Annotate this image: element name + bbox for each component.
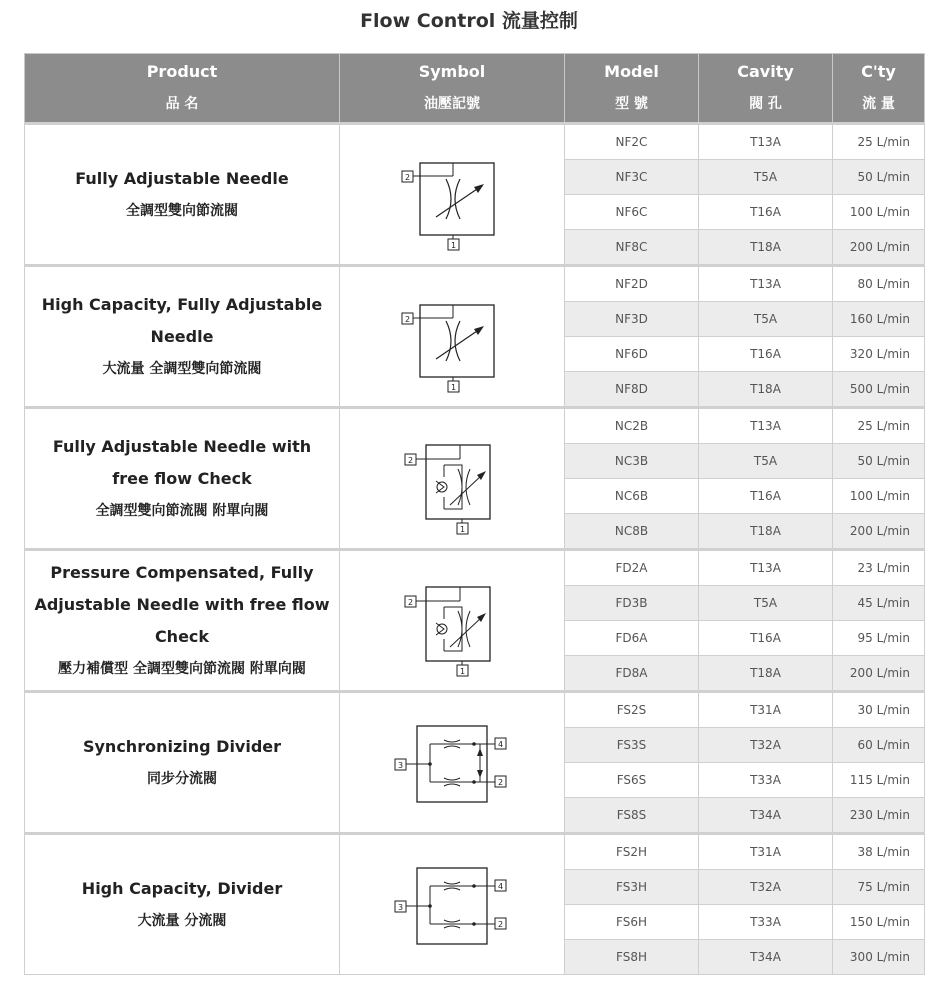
capacity-cell: 23 L/min bbox=[833, 550, 925, 586]
product-name-cell bbox=[25, 124, 340, 266]
cavity-cell: T31A bbox=[699, 692, 833, 728]
capacity-cell: 45 L/min bbox=[833, 586, 925, 621]
capacity-cell: 50 L/min bbox=[833, 444, 925, 479]
model-cell: NC6B bbox=[565, 479, 699, 514]
model-cell: FS2S bbox=[565, 692, 699, 728]
cavity-cell: T18A bbox=[699, 372, 833, 408]
capacity-cell: 75 L/min bbox=[833, 870, 925, 905]
cavity-cell: T18A bbox=[699, 656, 833, 692]
product-name-cn: 全調型雙向節流閥 附單向閥 bbox=[95, 502, 269, 519]
model-cell: FD3B bbox=[565, 586, 699, 621]
capacity-cell: 95 L/min bbox=[833, 621, 925, 656]
cavity-cell: T33A bbox=[699, 763, 833, 798]
symbol-cell bbox=[340, 124, 565, 266]
synchronizing-divider-symbol bbox=[382, 718, 522, 808]
symbol-cell bbox=[340, 692, 565, 834]
svg-text:3: 3 bbox=[397, 760, 404, 770]
cavity-cell: T32A bbox=[699, 870, 833, 905]
model-cell: NC3B bbox=[565, 444, 699, 479]
table-row bbox=[25, 266, 925, 302]
flow-control-table bbox=[24, 53, 925, 975]
model-cell: NF2D bbox=[565, 266, 699, 302]
capacity-cell: 100 L/min bbox=[833, 479, 925, 514]
capacity-cell: 38 L/min bbox=[833, 834, 925, 870]
product-name-cell bbox=[25, 834, 340, 975]
svg-text:1: 1 bbox=[459, 524, 466, 534]
svg-text:2: 2 bbox=[497, 777, 504, 787]
needle-check-valve-symbol bbox=[392, 571, 512, 676]
cavity-cell: T18A bbox=[699, 514, 833, 550]
header-row bbox=[25, 54, 925, 124]
capacity-cell: 200 L/min bbox=[833, 656, 925, 692]
capacity-cell: 100 L/min bbox=[833, 195, 925, 230]
model-cell: NF2C bbox=[565, 124, 699, 160]
cavity-cell: T34A bbox=[699, 798, 833, 834]
product-name-cell bbox=[25, 266, 340, 408]
page-title: Flow Control 流量控制 bbox=[360, 10, 578, 32]
capacity-cell: 200 L/min bbox=[833, 514, 925, 550]
model-cell: NF8C bbox=[565, 230, 699, 266]
product-name-cn: 大流量 全調型雙向節流閥 bbox=[102, 360, 262, 377]
model-cell: FS6H bbox=[565, 905, 699, 940]
cavity-cell: T32A bbox=[699, 728, 833, 763]
model-cell: NC8B bbox=[565, 514, 699, 550]
cavity-cell: T34A bbox=[699, 940, 833, 975]
svg-text:1: 1 bbox=[450, 240, 457, 250]
cavity-cell: T16A bbox=[699, 479, 833, 514]
cavity-cell: T5A bbox=[699, 302, 833, 337]
capacity-cell: 80 L/min bbox=[833, 266, 925, 302]
product-name-en: Synchronizing Divider bbox=[82, 736, 282, 756]
product-name-en: High Capacity, Divider bbox=[81, 878, 283, 898]
product-name-cell bbox=[25, 550, 340, 692]
model-cell: FS3H bbox=[565, 870, 699, 905]
svg-text:4: 4 bbox=[497, 881, 504, 891]
product-name-en: Fully Adjustable Needle with free flow Check bbox=[52, 436, 312, 488]
model-cell: FD2A bbox=[565, 550, 699, 586]
svg-text:3: 3 bbox=[397, 902, 404, 912]
svg-text:2: 2 bbox=[404, 314, 411, 324]
product-name-en: Fully Adjustable Needle bbox=[75, 168, 289, 188]
model-cell: FS3S bbox=[565, 728, 699, 763]
svg-text:2: 2 bbox=[407, 455, 414, 465]
product-name-cn: 全調型雙向節流閥 bbox=[126, 202, 238, 219]
header-product: Product 品 名 bbox=[25, 54, 340, 124]
model-cell: FD6A bbox=[565, 621, 699, 656]
capacity-cell: 320 L/min bbox=[833, 337, 925, 372]
model-cell: FS6S bbox=[565, 763, 699, 798]
svg-text:2: 2 bbox=[497, 919, 504, 929]
product-name-cn: 大流量 分流閥 bbox=[137, 912, 227, 929]
table-row bbox=[25, 124, 925, 160]
product-name-cn: 同步分流閥 bbox=[147, 770, 217, 787]
cavity-cell: T5A bbox=[699, 444, 833, 479]
model-cell: FS8S bbox=[565, 798, 699, 834]
table-row bbox=[25, 834, 925, 870]
needle-check-valve-symbol bbox=[392, 429, 512, 534]
cavity-cell: T18A bbox=[699, 230, 833, 266]
product-name-cell bbox=[25, 408, 340, 550]
header-capacity: C'ty 流 量 bbox=[833, 54, 925, 124]
cavity-cell: T13A bbox=[699, 550, 833, 586]
model-cell: NC2B bbox=[565, 408, 699, 444]
model-cell: FD8A bbox=[565, 656, 699, 692]
model-cell: NF3D bbox=[565, 302, 699, 337]
capacity-cell: 500 L/min bbox=[833, 372, 925, 408]
cavity-cell: T16A bbox=[699, 621, 833, 656]
capacity-cell: 230 L/min bbox=[833, 798, 925, 834]
model-cell: NF3C bbox=[565, 160, 699, 195]
svg-text:1: 1 bbox=[450, 382, 457, 392]
needle-valve-symbol bbox=[392, 287, 512, 392]
capacity-cell: 160 L/min bbox=[833, 302, 925, 337]
capacity-cell: 25 L/min bbox=[833, 408, 925, 444]
divider-symbol bbox=[382, 860, 522, 950]
cavity-cell: T5A bbox=[699, 160, 833, 195]
product-name-en: Pressure Compensated, Fully Adjustable Needle with free flow Check bbox=[34, 562, 330, 646]
svg-text:4: 4 bbox=[497, 739, 504, 749]
svg-text:2: 2 bbox=[404, 172, 411, 182]
model-cell: NF8D bbox=[565, 372, 699, 408]
capacity-cell: 30 L/min bbox=[833, 692, 925, 728]
model-cell: FS2H bbox=[565, 834, 699, 870]
svg-text:1: 1 bbox=[459, 666, 466, 676]
capacity-cell: 60 L/min bbox=[833, 728, 925, 763]
cavity-cell: T31A bbox=[699, 834, 833, 870]
symbol-cell bbox=[340, 266, 565, 408]
capacity-cell: 25 L/min bbox=[833, 124, 925, 160]
capacity-cell: 150 L/min bbox=[833, 905, 925, 940]
model-cell: NF6D bbox=[565, 337, 699, 372]
symbol-cell bbox=[340, 834, 565, 975]
model-cell: NF6C bbox=[565, 195, 699, 230]
symbol-cell bbox=[340, 550, 565, 692]
symbol-cell bbox=[340, 408, 565, 550]
table-row bbox=[25, 550, 925, 586]
cavity-cell: T16A bbox=[699, 337, 833, 372]
cavity-cell: T16A bbox=[699, 195, 833, 230]
header-cavity: Cavity 閥 孔 bbox=[699, 54, 833, 124]
capacity-cell: 115 L/min bbox=[833, 763, 925, 798]
header-model: Model 型 號 bbox=[565, 54, 699, 124]
cavity-cell: T33A bbox=[699, 905, 833, 940]
cavity-cell: T13A bbox=[699, 124, 833, 160]
product-name-cell bbox=[25, 692, 340, 834]
cavity-cell: T13A bbox=[699, 408, 833, 444]
product-name-en: High Capacity, Fully Adjustable Needle bbox=[41, 294, 323, 346]
capacity-cell: 300 L/min bbox=[833, 940, 925, 975]
capacity-cell: 50 L/min bbox=[833, 160, 925, 195]
table-row bbox=[25, 692, 925, 728]
header-symbol: Symbol 油壓記號 bbox=[340, 54, 565, 124]
svg-text:2: 2 bbox=[407, 597, 414, 607]
cavity-cell: T13A bbox=[699, 266, 833, 302]
capacity-cell: 200 L/min bbox=[833, 230, 925, 266]
model-cell: FS8H bbox=[565, 940, 699, 975]
cavity-cell: T5A bbox=[699, 586, 833, 621]
table-row bbox=[25, 408, 925, 444]
product-name-cn: 壓力補償型 全調型雙向節流閥 附單向閥 bbox=[58, 660, 306, 677]
needle-valve-symbol bbox=[392, 145, 512, 250]
